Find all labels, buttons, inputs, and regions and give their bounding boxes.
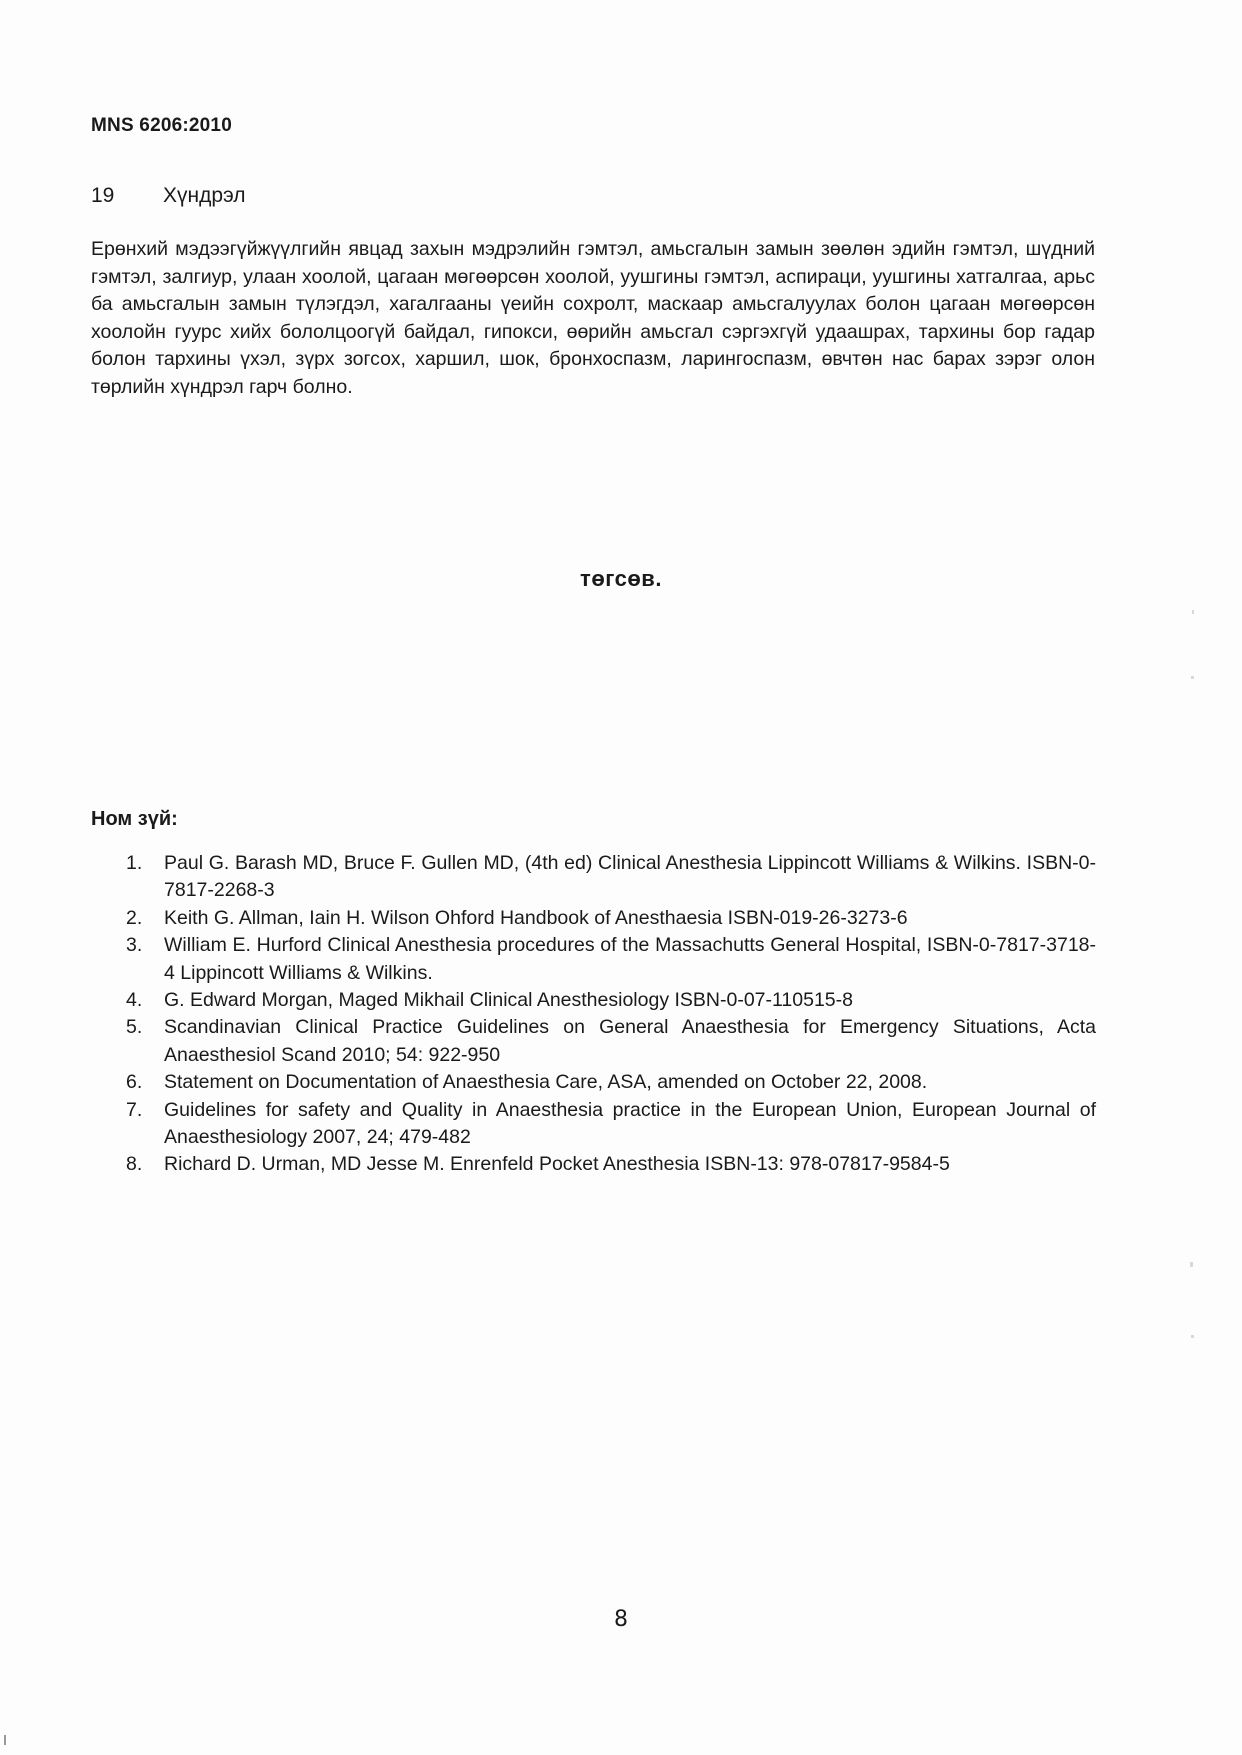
reference-item <box>126 987 1096 1014</box>
scan-speck <box>4 1735 6 1745</box>
reference-item <box>126 1069 1096 1096</box>
reference-number: 8. <box>126 1153 143 1176</box>
reference-text: Scandinavian Clinical Practice Guidelines on General Anaesthesia for Emergency Situations, Acta Anaesthesiol Scand 2010; 54: 922-950 <box>164 1016 1096 1066</box>
reference-number: 2. <box>126 906 143 929</box>
end-mark: төгсөв. <box>580 566 662 591</box>
scan-speck <box>1191 676 1194 679</box>
reference-text: Keith G. Allman, Iain H. Wilson Ohford Handbook of Anesthaesia ISBN-019-26-3273-6 <box>164 906 908 929</box>
section-number: 19 <box>91 184 115 207</box>
references-list <box>126 850 1096 1179</box>
reference-text: Richard D. Urman, MD Jesse M. Enrenfeld Pocket Anesthesia ISBN-13: 978-07817-9584-5 <box>164 1153 950 1176</box>
scan-speck <box>1191 1335 1194 1338</box>
document-code: MNS 6206:2010 <box>91 115 232 136</box>
section-title: Хүндрэл <box>163 184 246 207</box>
section-heading <box>91 184 246 208</box>
reference-item <box>126 850 1096 905</box>
reference-item <box>126 1151 1096 1178</box>
reference-item <box>126 905 1096 932</box>
reference-number: 4. <box>126 989 143 1012</box>
reference-item <box>126 932 1096 987</box>
reference-number: 6. <box>126 1071 143 1094</box>
reference-text: Statement on Documentation of Anaesthesia Care, ASA, amended on October 22, 2008. <box>164 1071 928 1094</box>
scan-speck <box>1192 610 1194 614</box>
reference-text: Guidelines for safety and Quality in Anaesthesia practice in the European Union, European Journal of Anaesthesiology 2007, 24; 479-482 <box>164 1098 1096 1149</box>
scan-speck <box>1190 1262 1193 1267</box>
page-number: 8 <box>614 1607 628 1632</box>
reference-number: 3. <box>126 934 143 957</box>
section-paragraph: Ерөнхий мэдээгүйжүүлгийн явцад захын мэдрэлийн гэмтэл, амьсгалын замын зөөлөн эдийн гэмтэл, шүдний гэмтэл, залгиур, улаан хоолой, цагаан мөгөөрсөн хоолой, уушгины гэмтэл, аспираци, уушгины хатгалгаа, арьс ба амьсгалын замын түлэгдэл, хагалгааны үеийн сохролт, маскаар амьсгалуулах болон цагаан мөгөөрсөн хоолойн гуурс хийх бололцоогүй байдал, гипокси, өөрийн амьсгал сэргэхгүй удаашрах, тархины бор гадар болон тархины үхэл, зүрх зогсох, харшил, шок, бронхоспазм, ларингоспазм, өвчтөн нас барах зэрэг олон төрлийн хүндрэл гарч болно. <box>91 238 1095 398</box>
reference-item <box>126 1097 1096 1152</box>
reference-text: William E. Hurford Clinical Anesthesia procedures of the Massachutts General Hospital, ISBN-0-7817-3718-4 Lippincott Williams & Wilkins. <box>164 934 1096 984</box>
references-title: Ном зүй: <box>91 808 178 830</box>
reference-text: G. Edward Morgan, Maged Mikhail Clinical Anesthesiology ISBN-0-07-110515-8 <box>164 989 853 1012</box>
reference-number: 5. <box>126 1016 143 1039</box>
reference-text: Paul G. Barash MD, Bruce F. Gullen MD, (4th ed) Clinical Anesthesia Lippincott Williams & Wilkins. ISBN-0-7817-2268-3 <box>164 852 1096 902</box>
reference-number: 1. <box>126 852 143 874</box>
reference-item <box>126 1014 1096 1069</box>
reference-number: 7. <box>126 1098 143 1121</box>
